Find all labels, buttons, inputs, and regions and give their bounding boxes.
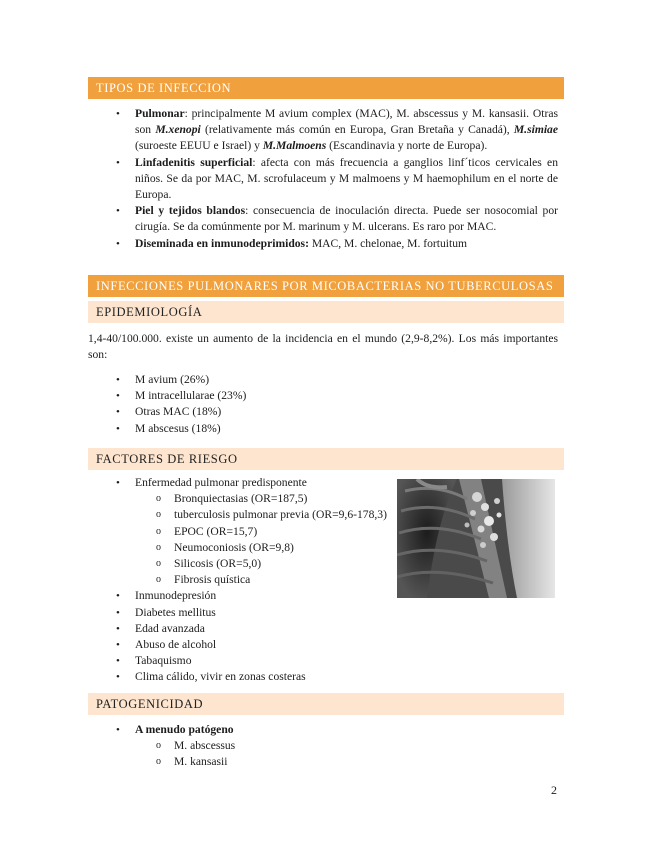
- item-text: Bronquiectasias (OR=187,5): [174, 492, 308, 506]
- list-item: [88, 637, 398, 653]
- item-term: Linfadenitis superficial: [135, 155, 253, 169]
- item-text: Silicosis (OR=5,0): [174, 557, 262, 571]
- patogenicidad-list-block: [88, 722, 558, 771]
- item-text: Diabetes mellitus: [135, 605, 216, 619]
- bullet-icon: •: [116, 671, 120, 684]
- list-item: [88, 388, 558, 404]
- sub-bullet-icon: o: [156, 493, 161, 505]
- bullet-icon: •: [116, 477, 120, 489]
- patogenicidad-list: [88, 722, 558, 771]
- bullet-icon: •: [116, 639, 120, 652]
- item-text: (Escandinavia y norte de Europa).: [326, 139, 488, 153]
- item-text: tuberculosis pulmonar previa (OR=9,6-178,3): [174, 508, 387, 522]
- xray-graphic: [397, 479, 555, 598]
- list-item-enfermedad: [88, 475, 398, 491]
- epidemiologia-block: [88, 331, 558, 363]
- section-title: PATOGENICIDAD: [96, 697, 204, 711]
- sub-list-item: [88, 738, 558, 754]
- list-item: [88, 669, 398, 685]
- item-term: Diseminada en inmunodeprimidos:: [135, 236, 309, 250]
- tipos-list-block: [88, 106, 558, 252]
- bullet-icon: •: [116, 237, 120, 250]
- list-item: [88, 621, 398, 637]
- item-text: MAC, M. chelonae, M. fortuitum: [308, 236, 468, 250]
- bullet-icon: •: [116, 406, 120, 419]
- list-item: [88, 588, 398, 604]
- item-term: Piel y tejidos blandos: [135, 204, 246, 218]
- list-item: [88, 722, 558, 738]
- bullet-icon: •: [116, 390, 120, 403]
- section-header-patogenicidad: [88, 693, 564, 715]
- tipos-list: [88, 106, 558, 252]
- section-header-infecciones: [88, 275, 564, 297]
- species-term: M.xenopi: [155, 123, 201, 137]
- bullet-icon: •: [116, 156, 120, 169]
- epidemiologia-list-block: [88, 372, 558, 437]
- section-title: FACTORES DE RIESGO: [96, 452, 238, 466]
- list-item: [88, 605, 398, 621]
- chest-xray-image: [397, 479, 555, 598]
- item-text: Enfermedad pulmonar predisponente: [135, 476, 307, 489]
- item-text: : consecuencia de inoculación directa. Puede ser nosocomial por cirugía. Se da comúnmente por M. marinum y M. ulcerans. Es raro por MAC.: [135, 204, 558, 234]
- list-item-pulmonar: [88, 106, 558, 155]
- section-header-tipos: [88, 77, 564, 99]
- section-title: INFECCIONES PULMONARES POR MICOBACTERIAS NO TUBERCULOSAS: [96, 279, 554, 293]
- species-term: M.simiae: [513, 123, 558, 137]
- list-item: [88, 653, 398, 669]
- sub-list-item: [88, 491, 398, 507]
- list-item-diseminada: [88, 236, 558, 252]
- item-text: M avium (26%): [135, 373, 210, 386]
- bullet-icon: •: [116, 655, 120, 668]
- item-text: Clima cálido, vivir en zonas costeras: [135, 670, 306, 684]
- item-term: Pulmonar: [135, 107, 185, 120]
- item-text: Inmunodepresión: [135, 589, 217, 603]
- item-text: Otras MAC (18%): [135, 405, 222, 419]
- bullet-icon: •: [116, 205, 120, 218]
- item-text: : principalmente M avium complex (MAC), M. abscessus y M. kansasii. Otras son: [135, 107, 558, 137]
- bullet-icon: •: [116, 606, 120, 619]
- list-item-linfadenitis: [88, 155, 558, 204]
- list-item-piel: [88, 203, 558, 235]
- bullet-icon: •: [116, 374, 120, 386]
- section-header-epidemiologia: [88, 301, 564, 323]
- item-text: Fibrosis quística: [174, 573, 251, 587]
- sub-list-item: [88, 572, 398, 588]
- bullet-icon: •: [116, 622, 120, 635]
- factores-list: [88, 475, 398, 686]
- sub-list-item: [88, 540, 398, 556]
- sub-list-item: [88, 507, 398, 523]
- bullet-icon: •: [116, 590, 120, 603]
- item-text: Edad avanzada: [135, 621, 205, 635]
- epidemiologia-paragraph: 1,4-40/100.000. existe un aumento de la incidencia en el mundo (2,9-8,2%). Los más importantes son:: [88, 332, 558, 362]
- sub-list-item: [88, 754, 558, 770]
- sub-bullet-icon: o: [156, 541, 161, 553]
- sub-bullet-icon: o: [156, 525, 161, 537]
- page-number: 2: [551, 783, 557, 797]
- sub-bullet-icon: o: [156, 509, 161, 521]
- sub-bullet-icon: o: [156, 558, 161, 570]
- item-text: (relativamente más común en Europa, Gran Bretaña y Canadá),: [200, 123, 514, 137]
- item-text: M. abscessus: [174, 739, 236, 753]
- item-text: Abuso de alcohol: [135, 638, 217, 652]
- item-text: Neumoconiosis (OR=9,8): [174, 540, 294, 554]
- item-text: Tabaquismo: [135, 654, 192, 668]
- epidemiologia-list: [88, 372, 558, 437]
- section-title: EPIDEMIOLOGÍA: [96, 305, 203, 319]
- bullet-icon: •: [116, 724, 120, 736]
- sub-bullet-icon: o: [156, 756, 161, 768]
- bullet-icon: •: [116, 422, 120, 435]
- item-text: M. kansasii: [174, 755, 228, 769]
- item-text: M intracellularae (23%): [135, 389, 247, 403]
- item-text: : afecta con más frecuencia a ganglios linf´ticos cervicales en niños. Se da por MAC, M. scrofulaceum y M malmoens y M haemophilum en el norte de Europa.: [135, 155, 558, 202]
- sub-bullet-icon: o: [156, 574, 161, 586]
- item-term: A menudo patógeno: [135, 723, 234, 736]
- list-item: [88, 421, 558, 437]
- sub-bullet-icon: o: [156, 740, 161, 752]
- item-text: (suroeste EEUU e Israel) y: [135, 139, 263, 153]
- sub-list-item: [88, 556, 398, 572]
- list-item: [88, 372, 558, 388]
- section-title: TIPOS DE INFECCION: [96, 81, 232, 95]
- factores-list-block: [88, 475, 398, 686]
- item-text: M abscesus (18%): [135, 421, 221, 435]
- section-header-factores: [88, 448, 564, 470]
- bullet-icon: •: [116, 108, 120, 120]
- list-item: [88, 404, 558, 420]
- species-term: M.Malmoens: [262, 139, 327, 153]
- sub-list-item: [88, 524, 398, 540]
- item-text: EPOC (OR=15,7): [174, 524, 258, 538]
